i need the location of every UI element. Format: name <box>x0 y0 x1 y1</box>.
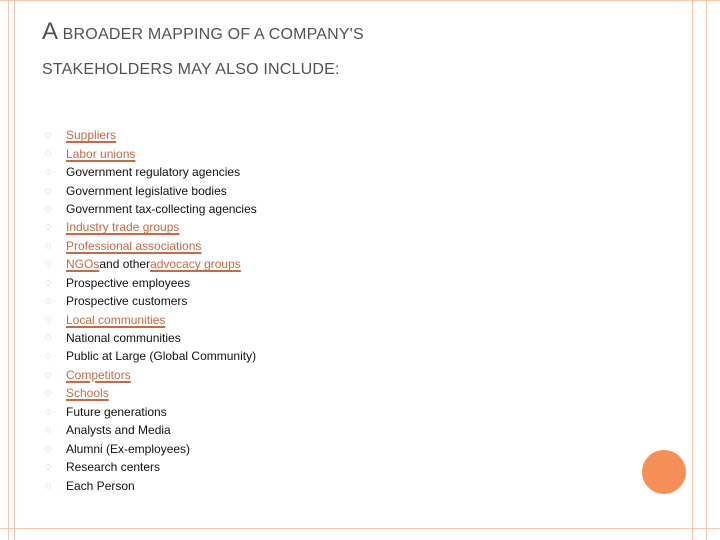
hollow-bullet-icon: ◌ <box>44 332 52 345</box>
list-item-text: Government regulatory agencies <box>66 165 241 180</box>
list-item <box>44 439 344 457</box>
hollow-bullet-icon: ◌ <box>44 461 52 474</box>
list-item <box>44 218 344 236</box>
list-item <box>44 421 344 439</box>
left-frame-line-outer <box>8 0 9 540</box>
right-frame-line-outer <box>706 0 707 540</box>
list-item <box>44 347 344 365</box>
list-item-link[interactable]: Schools <box>66 386 109 401</box>
hollow-bullet-icon: ◌ <box>44 166 52 179</box>
hollow-bullet-icon: ◌ <box>44 295 52 308</box>
hollow-bullet-icon: ◌ <box>44 147 52 160</box>
advocacy-groups-link[interactable]: advocacy groups <box>150 257 241 272</box>
stakeholder-list <box>44 126 344 495</box>
hollow-bullet-icon: ◌ <box>44 258 52 271</box>
list-item <box>44 292 344 310</box>
list-item-text: Government legislative bodies <box>66 183 227 198</box>
list-item <box>44 476 344 494</box>
list-item <box>44 329 344 347</box>
hollow-bullet-icon: ◌ <box>44 313 52 326</box>
title-initial-letter: A <box>42 18 59 45</box>
list-item <box>44 310 344 328</box>
left-frame-line-inner <box>14 0 15 540</box>
list-item <box>44 274 344 292</box>
list-item <box>44 458 344 476</box>
bottom-frame-line <box>0 528 720 529</box>
list-item <box>44 237 344 255</box>
orange-accent-circle <box>642 450 686 494</box>
hollow-bullet-icon: ◌ <box>44 221 52 234</box>
list-item <box>44 163 344 181</box>
list-item-connector-text: and other <box>99 257 151 272</box>
list-item-link[interactable]: Professional associations <box>66 238 202 253</box>
list-item <box>44 255 344 273</box>
list-item-text: Alumni (Ex-employees) <box>66 441 191 456</box>
list-item-link[interactable]: Labor unions <box>66 146 136 161</box>
list-item-text: National communities <box>66 331 181 346</box>
list-item-text: Public at Large (Global Community) <box>66 349 257 364</box>
title-line-2: STAKEHOLDERS MAY ALSO INCLUDE: <box>42 61 340 78</box>
title-line-1 <box>42 16 662 51</box>
list-item-link[interactable]: Local communities <box>66 312 166 327</box>
hollow-bullet-icon: ◌ <box>44 424 52 437</box>
list-item-link[interactable]: Industry trade groups <box>66 220 180 235</box>
list-item-text: Research centers <box>66 460 161 475</box>
list-item <box>44 366 344 384</box>
hollow-bullet-icon: ◌ <box>44 239 52 252</box>
hollow-bullet-icon: ◌ <box>44 368 52 381</box>
hollow-bullet-icon: ◌ <box>44 387 52 400</box>
hollow-bullet-icon: ◌ <box>44 479 52 492</box>
list-item <box>44 200 344 218</box>
list-item-text: Each Person <box>66 478 135 493</box>
list-item <box>44 144 344 162</box>
slide-title <box>42 16 662 86</box>
title-line-1-rest: BROADER MAPPING OF A COMPANY'S <box>62 26 364 43</box>
hollow-bullet-icon: ◌ <box>44 350 52 363</box>
list-item-text: Government tax-collecting agencies <box>66 201 257 216</box>
hollow-bullet-icon: ◌ <box>44 276 52 289</box>
list-item-text: Analysts and Media <box>66 423 171 438</box>
hollow-bullet-icon: ◌ <box>44 202 52 215</box>
right-frame-line-inner <box>692 0 693 540</box>
hollow-bullet-icon: ◌ <box>44 184 52 197</box>
hollow-bullet-icon: ◌ <box>44 129 52 142</box>
list-item <box>44 384 344 402</box>
list-item <box>44 403 344 421</box>
list-item <box>44 181 344 199</box>
list-item-text: Prospective employees <box>66 275 191 290</box>
ngos-link[interactable]: NGOs <box>66 257 100 272</box>
hollow-bullet-icon: ◌ <box>44 442 52 455</box>
list-item-text: Future generations <box>66 404 167 419</box>
list-item <box>44 126 344 144</box>
list-item-link[interactable]: Suppliers <box>66 128 117 143</box>
list-item-link[interactable]: Competitors <box>66 367 131 382</box>
hollow-bullet-icon: ◌ <box>44 405 52 418</box>
top-frame-line <box>0 0 720 1</box>
list-item-text: Prospective customers <box>66 294 188 309</box>
